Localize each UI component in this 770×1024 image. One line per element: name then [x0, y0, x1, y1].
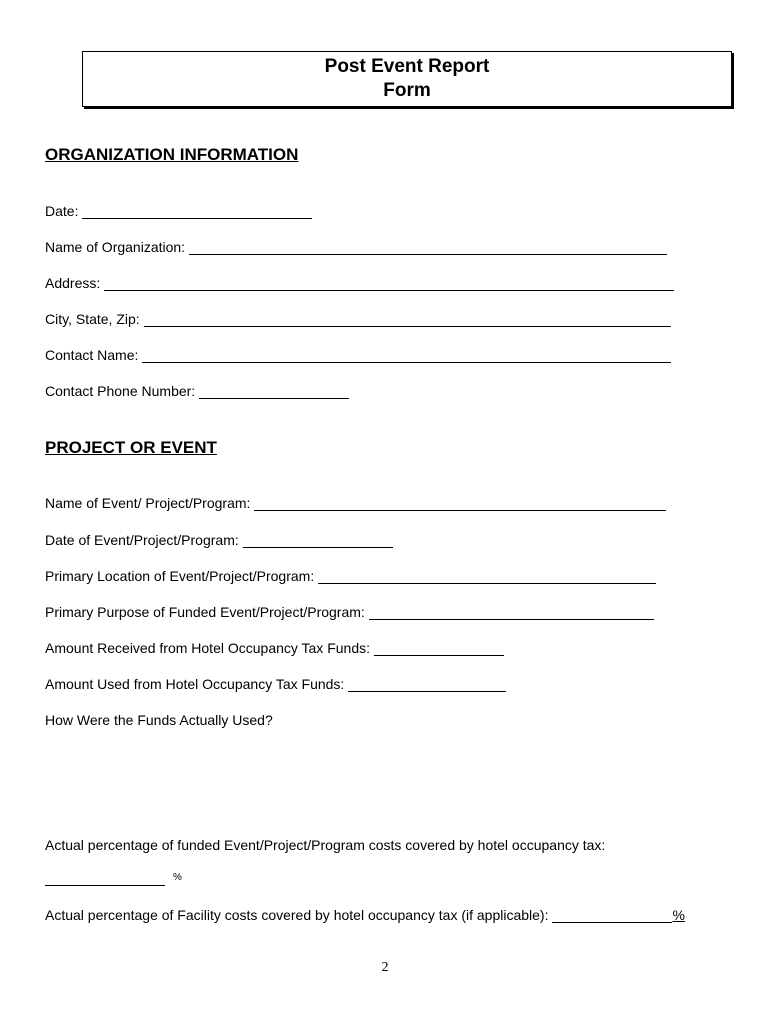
city-state-zip-input-line[interactable] [144, 312, 671, 327]
event-location-label: Primary Location of Event/Project/Program: [45, 568, 315, 584]
actual-percentage-input-line[interactable] [45, 871, 165, 886]
contact-phone-field [45, 381, 349, 399]
amount-received-input-line[interactable] [374, 641, 504, 656]
organization-heading: ORGANIZATION INFORMATION [45, 145, 299, 164]
funds-usage-label: How Were the Funds Actually Used? [45, 712, 273, 728]
form-title-line1: Post Event Report [324, 56, 490, 77]
facility-percentage-input-line[interactable] [552, 908, 672, 923]
event-purpose-field [45, 602, 654, 620]
facility-percentage-field [45, 905, 685, 923]
contact-name-label: Contact Name: [45, 347, 139, 363]
contact-name-input-line[interactable] [142, 348, 671, 363]
event-location-field [45, 566, 656, 584]
address-input-line[interactable] [104, 276, 674, 291]
page-number: 2 [381, 960, 389, 975]
organization-name-field [45, 237, 667, 255]
date-label: Date: [45, 203, 79, 219]
event-purpose-input-line[interactable] [369, 605, 654, 620]
event-purpose-label: Primary Purpose of Funded Event/Project/Program: [45, 604, 365, 620]
event-date-field [45, 530, 393, 548]
city-state-zip-label: City, State, Zip: [45, 311, 140, 327]
form-title-line2: Form [383, 80, 431, 101]
actual-percentage-label: Actual percentage of funded Event/Project/Program costs covered by hotel occupancy tax: [45, 837, 606, 853]
facility-percentage-label: Actual percentage of Facility costs covered by hotel occupancy tax (if applicable): [45, 907, 549, 923]
event-name-input-line[interactable] [254, 496, 666, 511]
amount-used-field [45, 674, 506, 692]
date-field [45, 201, 312, 219]
contact-phone-input-line[interactable] [199, 384, 349, 399]
amount-used-label: Amount Used from Hotel Occupancy Tax Funds: [45, 676, 345, 692]
city-state-zip-field [45, 309, 671, 327]
facility-percentage-symbol: % [672, 907, 685, 923]
actual-percentage-field [45, 835, 605, 853]
organization-name-label: Name of Organization: [45, 239, 186, 255]
project-event-heading: PROJECT OR EVENT [45, 438, 217, 457]
event-date-label: Date of Event/Project/Program: [45, 532, 239, 548]
amount-received-field [45, 638, 504, 656]
actual-percentage-symbol: % [173, 872, 182, 883]
event-date-input-line[interactable] [243, 533, 393, 548]
address-label: Address: [45, 275, 101, 291]
contact-name-field [45, 345, 671, 363]
event-name-field [45, 493, 666, 511]
amount-used-input-line[interactable] [348, 677, 506, 692]
address-field [45, 273, 674, 291]
organization-name-input-line[interactable] [189, 240, 667, 255]
funds-usage-field [45, 710, 273, 728]
event-location-input-line[interactable] [318, 569, 656, 584]
amount-received-label: Amount Received from Hotel Occupancy Tax Funds: [45, 640, 371, 656]
form-title [82, 51, 732, 107]
date-input-line[interactable] [82, 204, 312, 219]
contact-phone-label: Contact Phone Number: [45, 383, 196, 399]
event-name-label: Name of Event/ Project/Program: [45, 495, 251, 511]
